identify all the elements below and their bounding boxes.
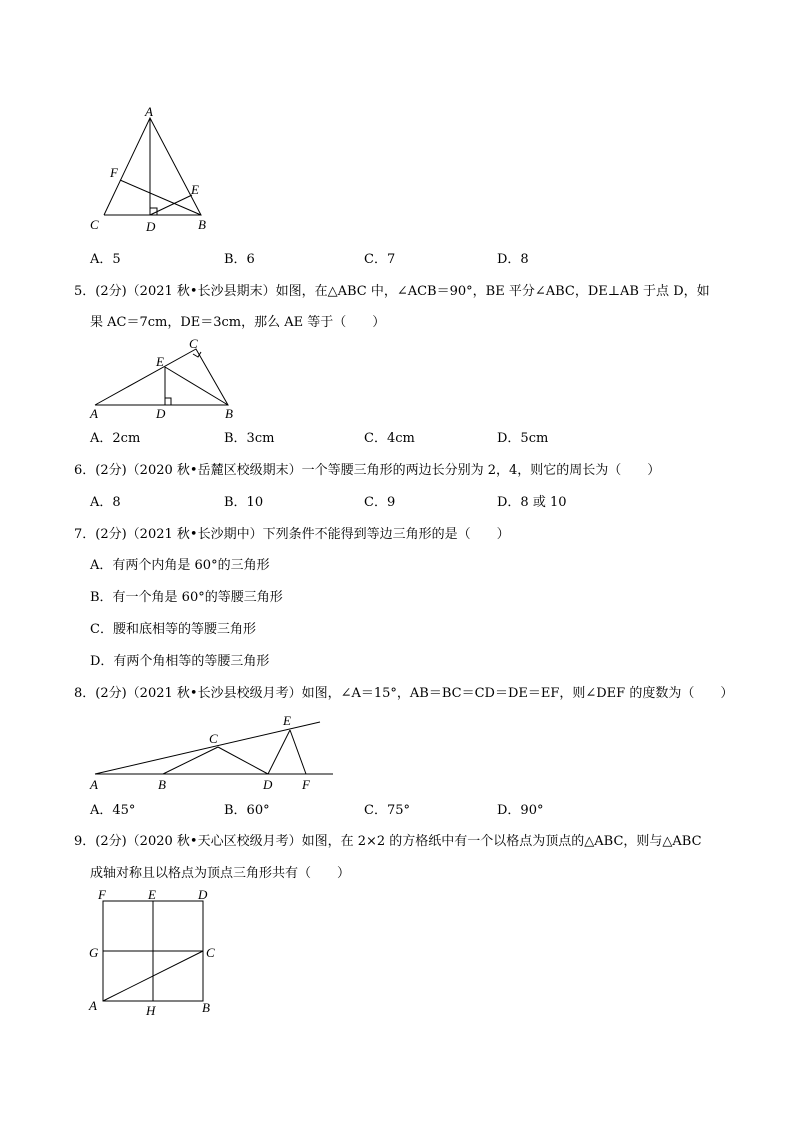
q5-label-b: B <box>225 406 233 421</box>
q4-label-b: B <box>198 217 206 232</box>
q4-option-c[interactable]: C．7 <box>364 252 396 267</box>
q8-label-f: F <box>302 777 310 792</box>
q8-label-c: C <box>209 731 218 746</box>
q9-label-c: C <box>206 945 215 960</box>
q8-option-c[interactable]: C．75° <box>364 803 410 818</box>
q8-label-b: B <box>158 777 166 792</box>
q8-option-d[interactable]: D．90° <box>497 803 544 818</box>
q4-option-b[interactable]: B．6 <box>224 252 255 267</box>
q9-label-a: A <box>89 998 97 1013</box>
q6-option-d[interactable]: D．8 或 10 <box>497 495 567 510</box>
q5-question-line2: 果 AC＝7cm，DE＝3cm，那么 AE 等于（ ） <box>90 315 386 330</box>
q8-option-a[interactable]: A．45° <box>90 803 136 818</box>
q7-option-c[interactable]: C．腰和底相等的等腰三角形 <box>90 622 256 637</box>
q4-label-d: D <box>146 219 156 234</box>
q4-label-e: E <box>191 182 199 197</box>
q4-label-c: C <box>90 217 99 232</box>
q9-label-f: F <box>98 887 106 902</box>
q7-option-b[interactable]: B．有一个角是 60°的等腰三角形 <box>90 590 283 605</box>
q4-option-a[interactable]: A．5 <box>90 252 121 267</box>
q8-label-e: E <box>283 713 291 728</box>
q7-option-a[interactable]: A．有两个内角是 60°的三角形 <box>90 558 270 573</box>
q9-question-line1: 9．(2分)（2020 秋•天心区校级月考）如图，在 2×2 的方格纸中有一个以格点为顶点的△ABC，则与△ABC <box>74 834 702 849</box>
q7-option-d[interactable]: D．有两个角相等的等腰三角形 <box>90 654 270 669</box>
q7-question-line1: 7．(2分)（2021 秋•长沙期中）下列条件不能得到等边三角形的是（ ） <box>74 527 510 542</box>
q4-label-f: F <box>110 165 118 180</box>
q4-label-a: A <box>145 104 153 119</box>
q8-option-b[interactable]: B．60° <box>224 803 270 818</box>
q5-option-c[interactable]: C．4cm <box>364 431 415 446</box>
q8-question-line1: 8．(2分)（2021 秋•长沙县校级月考）如图，∠A＝15°，AB＝BC＝CD＝DE＝EF，则∠DEF 的度数为（ ） <box>74 686 734 701</box>
q5-label-a: A <box>90 406 98 421</box>
q5-question-line1: 5．(2分)（2021 秋•长沙县期末）如图，在△ABC 中，∠ACB＝90°，BE 平分∠ABC，DE⊥AB 于点 D，如 <box>74 284 710 299</box>
q9-label-g: G <box>89 945 99 960</box>
q6-option-b[interactable]: B．10 <box>224 495 264 510</box>
q9-label-b: B <box>202 1000 210 1015</box>
q5-label-c: C <box>189 336 198 351</box>
q9-question-line2: 成轴对称且以格点为顶点三角形共有（ ） <box>90 866 351 881</box>
q8-label-a: A <box>90 777 98 792</box>
q6-question-line1: 6．(2分)（2020 秋•岳麓区校级期末）一个等腰三角形的两边长分别为 2，4，则它的周长为（ ） <box>74 463 661 478</box>
q9-label-h: H <box>146 1003 156 1018</box>
q4-option-d[interactable]: D．8 <box>497 252 529 267</box>
q6-option-a[interactable]: A．8 <box>90 495 121 510</box>
q5-label-e: E <box>156 354 164 369</box>
q6-option-c[interactable]: C．9 <box>364 495 396 510</box>
q9-label-e: E <box>148 887 156 902</box>
q8-label-d: D <box>263 777 273 792</box>
q9-label-d: D <box>198 887 208 902</box>
q5-label-d: D <box>156 406 166 421</box>
q5-option-d[interactable]: D．5cm <box>497 431 549 446</box>
q5-option-b[interactable]: B．3cm <box>224 431 275 446</box>
q5-option-a[interactable]: A．2cm <box>90 431 141 446</box>
